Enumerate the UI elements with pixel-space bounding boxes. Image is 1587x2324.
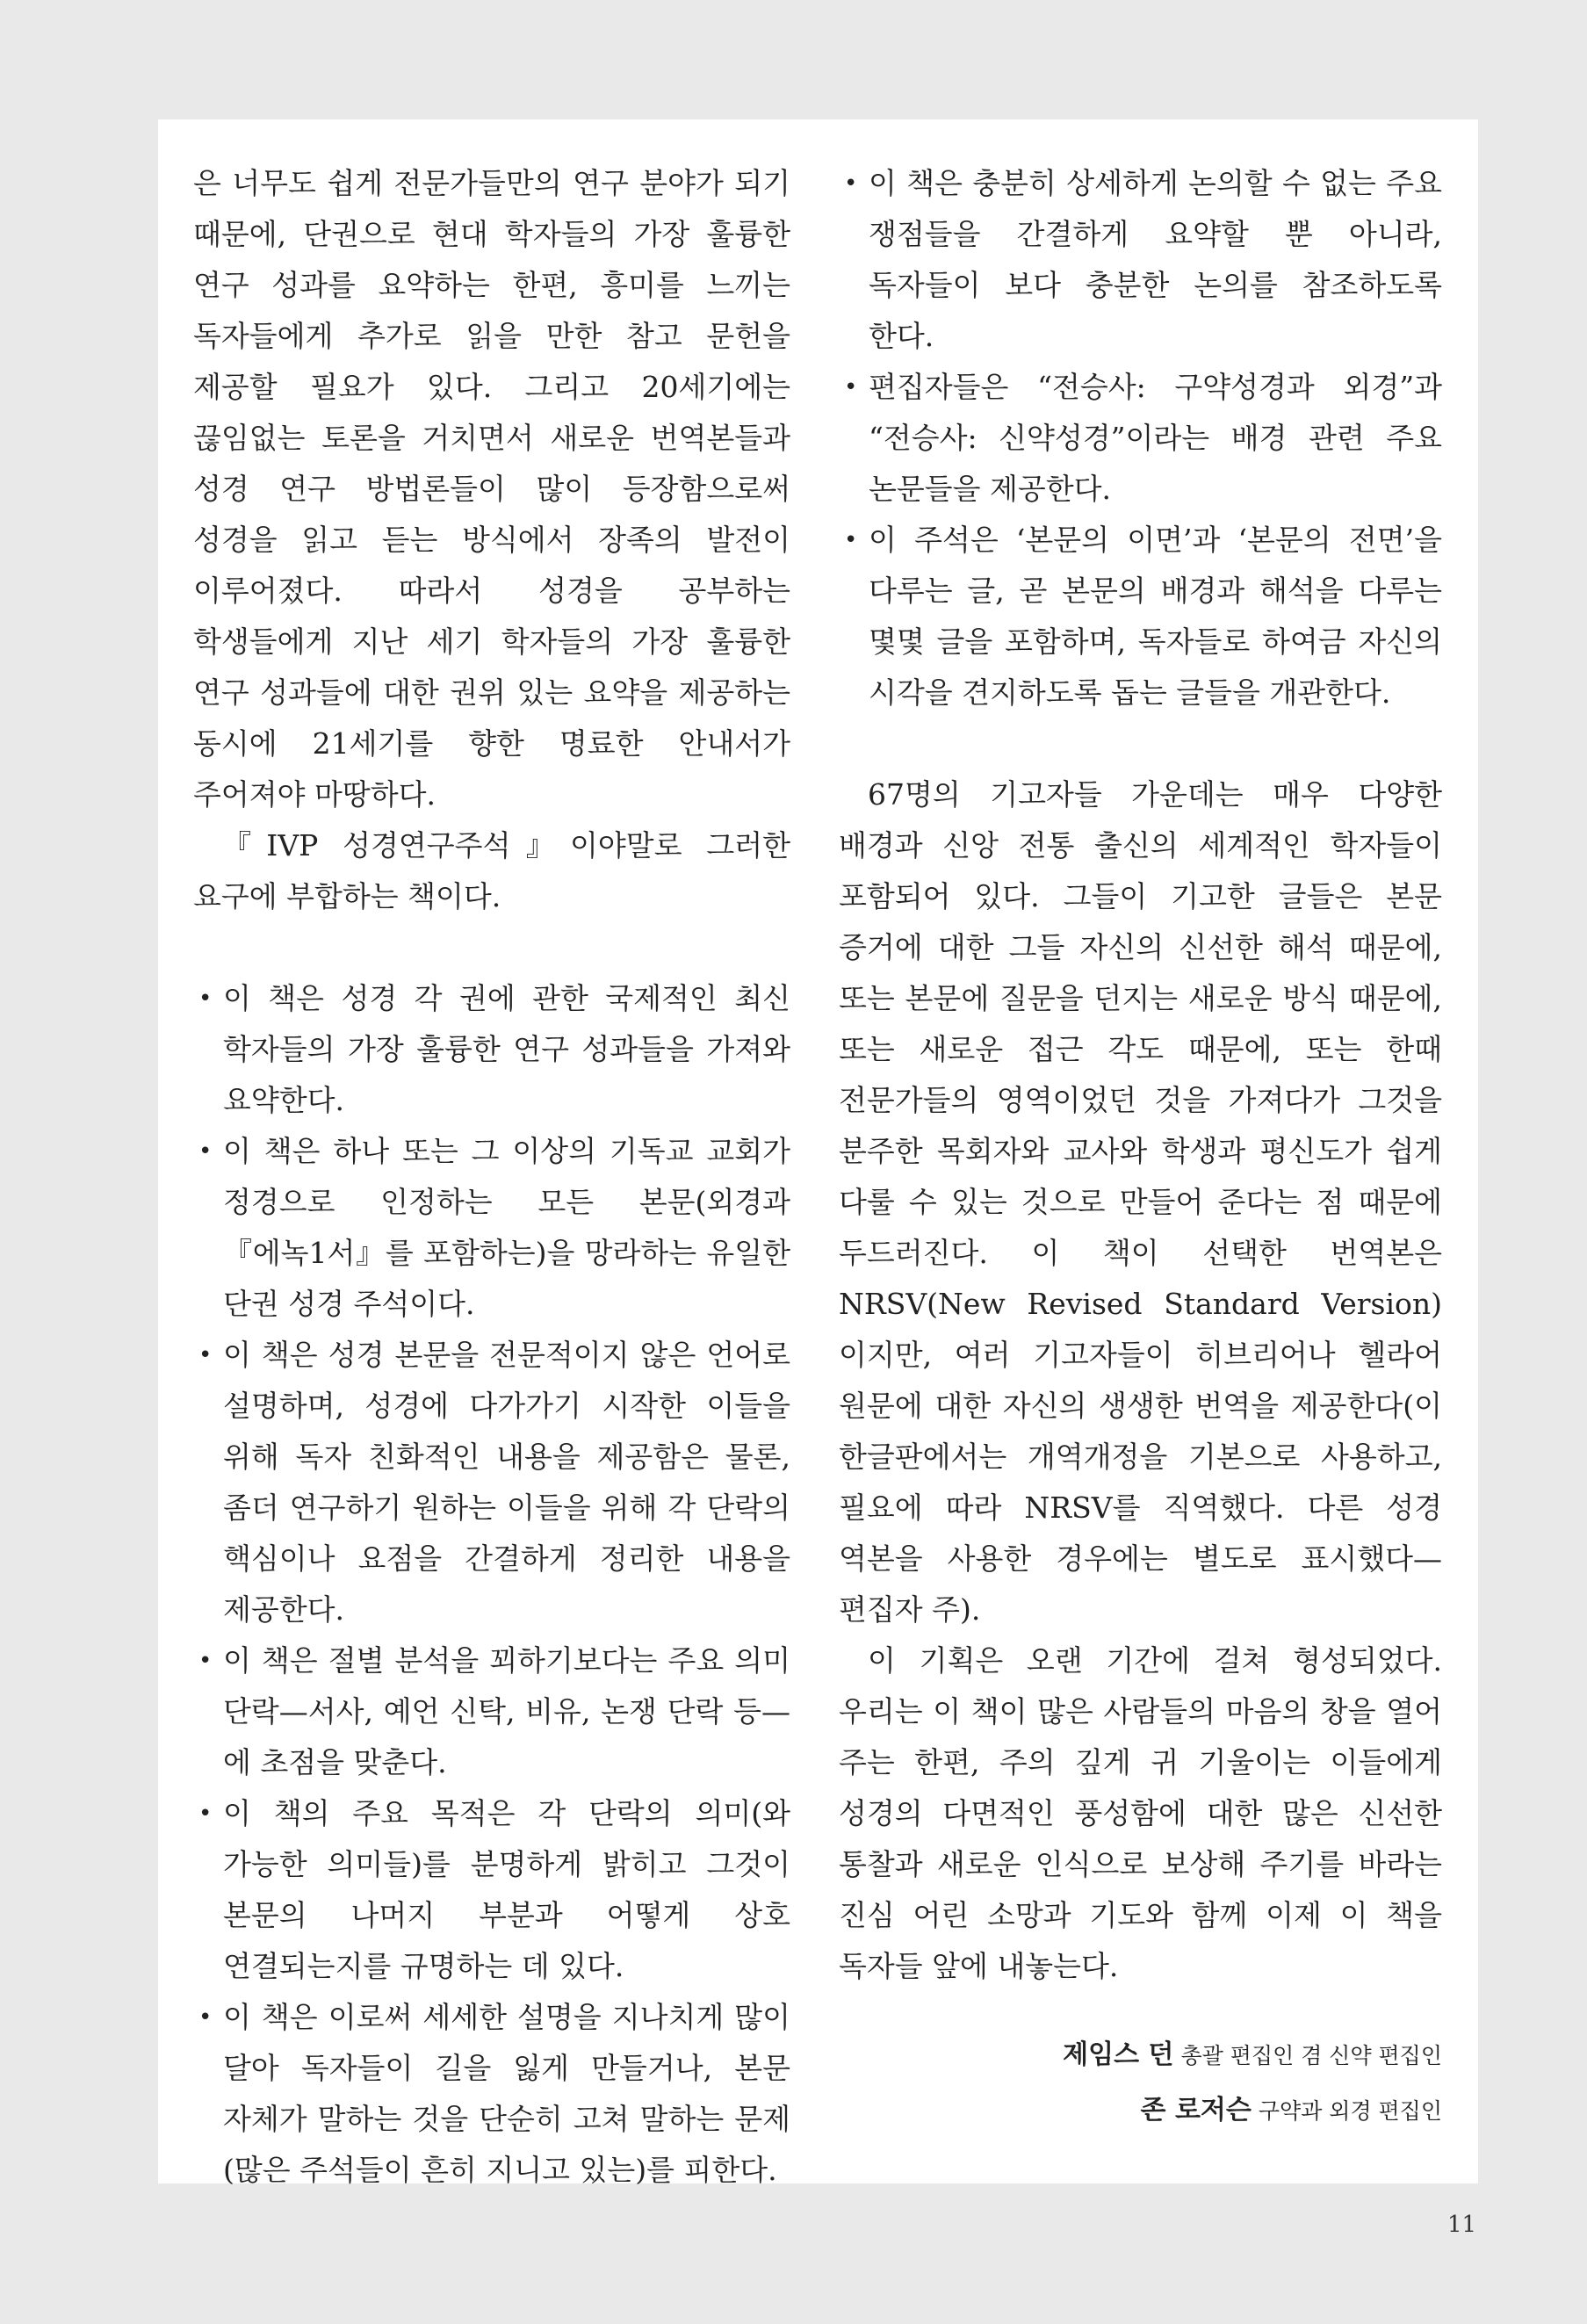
bullet-text: 이 책은 하나 또는 그 이상의 기독교 교회가 정경으로 인정하는 모든 본문(외경과 『에녹1서』를 포함하는)을 망라하는 유일한 단권 성경 주석이다. (223, 1134, 790, 1321)
editor-signatures (839, 2027, 1442, 2138)
bullet-text: 이 책은 이로써 세세한 설명을 지나치게 많이 달아 독자들이 길을 잃게 만들거나, 본문 자체가 말하는 것을 단순히 고쳐 말하는 문제(많은 주석들이 흔히 지니고 있는)를 피한다. (223, 2000, 790, 2187)
bullet-dot-icon: • (198, 2004, 213, 2031)
bullet-text: 이 책의 주요 목적은 각 단락의 의미(와 가능한 의미들)를 분명하게 밝히고 그것이 본문의 나머지 부분과 어떻게 상호 연결되는지를 규명하는 데 있다. (223, 1796, 790, 1983)
right-bullet-list (839, 158, 1442, 718)
left-paragraph-1: 은 너무도 쉽게 전문가들만의 연구 분야가 되기 때문에, 단권으로 현대 학자들의 가장 훌륭한 연구 성과를 요약하는 한편, 흥미를 느끼는 독자들에게 추가로 읽을 만한 참고 문헌을 제공할 필요가 있다. 그리고 20세기에는 끊임없는 토론을 거치면서 새로운 번역본들과 성경 연구 방법론들이 많이 등장함으로써 성경을 읽고 듣는 방식에서 장족의 발전이 이루어졌다. 따라서 성경을 공부하는 학생들에게 지난 세기 학자들의 가장 훌륭한 연구 성과들에 대한 권위 있는 요약을 제공하는 동시에 21세기를 향한 명료한 안내서가 주어져야 마땅하다. (193, 166, 790, 812)
bullet-item (193, 973, 790, 1126)
bullet-item (839, 158, 1442, 362)
bullet-item (193, 1330, 790, 1635)
bullet-item (193, 1635, 790, 1788)
right-paragraph-2: 이 기획은 오랜 기간에 걸쳐 형성되었다. 우리는 이 책이 많은 사람들의 마음의 창을 열어 주는 한편, 주의 깊게 귀 기울이는 이들에게 성경의 다면적인 풍성함에 대한 많은 신선한 통찰과 새로운 인식으로 보상해 주기를 바라는 진심 어린 소망과 기도와 함께 이제 이 책을 독자들 앞에 내놓는다. (839, 1643, 1442, 1983)
bullet-dot-icon: • (844, 374, 858, 401)
editor-name: 제임스 던 (1063, 2039, 1174, 2070)
bullet-dot-icon: • (198, 1648, 213, 1674)
bullet-dot-icon: • (198, 1342, 213, 1368)
bullet-dot-icon: • (198, 1138, 213, 1165)
paragraph-gap (839, 718, 1442, 769)
bullet-text: 이 책은 성경 본문을 전문적이지 않은 언어로 설명하며, 성경에 다가가기 시작한 이들을 위해 독자 친화적인 내용을 제공함은 물론, 좀더 연구하기 원하는 이들을 위해 각 단락의 핵심이나 요점을 간결하게 정리한 내용을 제공한다. (223, 1338, 790, 1627)
bullet-dot-icon: • (198, 985, 213, 1012)
bullet-text: 편집자들은 “전승사: 구약성경과 외경”과 “전승사: 신약성경”이라는 배경 관련 주요 논문들을 제공한다. (869, 370, 1442, 506)
editor-name: 존 로저슨 (1140, 2095, 1252, 2126)
bullet-text: 이 책은 충분히 상세하게 논의할 수 없는 주요 쟁점들을 간결하게 요약할 뿐 아니라, 독자들이 보다 충분한 논의를 참조하도록 한다. (869, 166, 1442, 353)
right-paragraph-1: 67명의 기고자들 가운데는 매우 다양한 배경과 신앙 전통 출신의 세계적인 학자들이 포함되어 있다. 그들이 기고한 글들은 본문 증거에 대한 그들 자신의 신선한 해석 때문에, 또는 본문에 질문을 던지는 새로운 방식 때문에, 또는 새로운 접근 각도 때문에, 또는 한때 전문가들의 영역이었던 것을 가져다가 그것을 분주한 목회자와 교사와 학생과 평신도가 쉽게 다룰 수 있는 것으로 만들어 준다는 점 때문에 두드러진다. 이 책이 선택한 번역본은 NRSV(New Revised Standard Version)이지만, 여러 기고자들이 히브리어나 헬라어 원문에 대한 자신의 생생한 번역을 제공한다(이 한글판에서는 개역개정을 기본으로 사용하고, 필요에 따라 NRSV를 직역했다. 다른 성경 역본을 사용한 경우에는 별도로 표시했다—편집자 주). (839, 777, 1442, 1627)
bullet-item (193, 1992, 790, 2196)
signature-line (839, 2027, 1442, 2082)
bullet-text: 이 책은 성경 각 권에 관한 국제적인 최신 학자들의 가장 훌륭한 연구 성과들을 가져와 요약한다. (223, 981, 790, 1117)
left-bullet-list (193, 973, 790, 2196)
page-number: 11 (1447, 2212, 1477, 2238)
editor-role: 구약과 외경 편집인 (1258, 2098, 1442, 2124)
bullet-dot-icon: • (844, 527, 858, 553)
signature-line (839, 2082, 1442, 2138)
paragraph-gap (193, 922, 790, 973)
left-column (193, 158, 790, 2196)
bullet-item (839, 362, 1442, 515)
bullet-item (193, 1126, 790, 1330)
bullet-dot-icon: • (844, 170, 858, 197)
right-column (839, 158, 1442, 2138)
left-paragraph-2: 『IVP 성경연구주석』이야말로 그러한 요구에 부합하는 책이다. (193, 828, 790, 913)
bullet-item (839, 515, 1442, 718)
bullet-item (193, 1788, 790, 1992)
bullet-text: 이 책은 절별 분석을 꾀하기보다는 주요 의미 단락—서사, 예언 신탁, 비유, 논쟁 단락 등—에 초점을 맞춘다. (223, 1643, 790, 1779)
editor-role: 총괄 편집인 겸 신약 편집인 (1180, 2043, 1442, 2068)
bullet-dot-icon: • (198, 1801, 213, 1827)
page-sheet (158, 119, 1478, 2187)
bullet-text: 이 주석은 ‘본문의 이면’과 ‘본문의 전면’을 다루는 글, 곧 본문의 배경과 해석을 다루는 몇몇 글을 포함하며, 독자들로 하여금 자신의 시각을 견지하도록 돕는 글들을 개관한다. (869, 523, 1442, 710)
